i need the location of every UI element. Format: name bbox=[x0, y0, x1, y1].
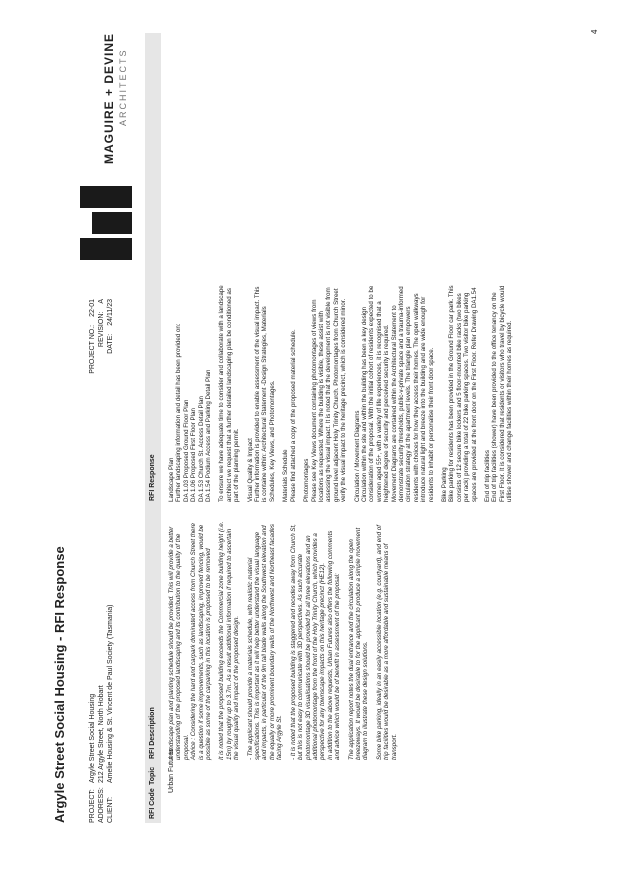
page-title: Argyle Street Social Housing - RFI Response bbox=[52, 546, 67, 823]
response-paragraph: Landscape Plan Further landscaping information and detail has been provided on: DA 1.03 Proposed Ground Floor Plan DA 1.06 Proposed First Floor Plan DA 1.53 Church St. Access Detail Plan DA 1.54 Podium Access and Parking Detail Plan bbox=[168, 323, 213, 502]
address-value: 212 Argyle Street, North Hobart bbox=[98, 685, 105, 783]
revision-row bbox=[97, 299, 106, 449]
client-row bbox=[106, 605, 115, 823]
response-paragraph: Materials Schedule Please find attached a copy of the proposed material schedule. bbox=[282, 329, 297, 502]
header-response: RFI Response bbox=[149, 454, 156, 501]
revision-value: A bbox=[98, 299, 105, 304]
address-label: ADDRESS: bbox=[98, 787, 105, 823]
project-details bbox=[88, 605, 115, 823]
company-logo bbox=[78, 24, 148, 264]
table-header bbox=[145, 33, 161, 823]
response-paragraph: To ensure we have adequate time to consider and collaborate with a landscape architect we request that a further detailed landscaping plan be conditioned as part of the planning permit. bbox=[218, 285, 241, 502]
topic-cell: Urban Futures bbox=[168, 748, 175, 793]
description-paragraph: It is noted that the proposed building exceeds the Commercial zone building height (i.e. 15m) by roughly up to 3.7m. As a result additional information if required to ascertain the visual quality and impact of the proposed design. bbox=[218, 521, 241, 760]
response-column bbox=[168, 284, 520, 502]
response-paragraph: Circulation / Movement Diagrams Circulation within the site and within the building has been a key design consideration of the proposal. With the initial cohort of residents expected to be women aged 55+, with a variety of life experiences, it is recognised that a heightened degree of security and perceived security is required. Movement Diagrams are contained within the Architectural Statement to demonstrate security thresholds, public-v-private space and a trauma-informed circulation strategy at the apartment levels. The triangle plan empowers residents with choices for how they access their homes. The open walkways introduce natural light and breeze into the building and are wide enough for residents to inhabit or personalise their front door space. bbox=[353, 285, 435, 502]
header-description: RFI Description bbox=[149, 707, 156, 759]
response-paragraph: End of trip facilities End of trip facilities (shower) have been provided to the office tenancy on the First Floor. It is considered that residents or visitors who travel by bicycle would utilise shower and change facilities within their homes as required. bbox=[484, 285, 514, 502]
project-value: Argyle Street Social Housing bbox=[89, 693, 96, 783]
response-paragraph: Photomontages Please see Key Views document containing photomontages of views from locations as requested. Where the building is visible, these assist with assessing the visual impact. It is noted that the development is not visible from ground level adjacent Holy Trinity Church. Photomontages from Church Street verify the visual impact to the heritage precinct, which is considered minor. bbox=[303, 287, 348, 502]
description-paragraph: - It is noted that the proposed building is staggered and recedes away from Church St, but this is not easy to communicate with 3D perspectives. As such accurate photomontage 3D visualisations should be provided for all three elevations and an additional photomontage from the front of the Holy Trinity Church, which provides a perspective for any townscape impacts on this heritage precinct (HE12). In addition to the above requests, Urban Futures also offers the following comments and advice which would be of benefit in assessment of the proposal: bbox=[289, 524, 342, 760]
logo-name: MAGUIRE + DEVINE bbox=[102, 32, 116, 164]
description-paragraph: Some bike parking, ideally in an easily accessible location (e.g. courtyard), and end of trip facilities would be desirable as a more affordable and sustainable means of transport. bbox=[375, 525, 398, 760]
revision-label: REVISION: bbox=[98, 311, 105, 348]
page-number: 4 bbox=[590, 29, 599, 34]
response-paragraph: Visual Quality & Impact Further information is provided to enable assessment of the visual impact. This is containe within: Architectural Statement -Design Strategies, Materials Schedules, Key Views, and Photomontages. bbox=[246, 286, 276, 502]
project-label: PROJECT: bbox=[89, 789, 96, 823]
description-paragraph: - The applicant should provide a materials schedule, with realistic material specifications. This is important as it will help better understand the visual language and impacts, in particular of the 9m tall blade walls along the Southwest elevation and the equally or more prominent boundary walls of the Northwest and Northeast facades facing Argyle St. bbox=[246, 524, 284, 760]
logo-mark-icon bbox=[78, 174, 136, 264]
project-meta bbox=[88, 299, 115, 449]
date-label: DATE: bbox=[107, 333, 114, 354]
client-value: Amelie Housing & St. Vincent de Paul Society (Tasmania) bbox=[107, 604, 114, 783]
date-value: 24/11/23 bbox=[107, 299, 114, 326]
project-no-row bbox=[88, 299, 97, 449]
project-row bbox=[88, 605, 97, 823]
client-label: CLIENT: bbox=[107, 796, 114, 823]
response-paragraph: Bike Parking Bike parking for residents has been provided in the Ground Floor car park. This consists of 12 secure bike lockers and 5 floor-mounted bike racks (two bikes per rack) providing a total of 22 bike parking spaces. Two visitor bike parking spaces are provided at the front door on the First Floor. Refer Drawing DA1.54 bbox=[441, 285, 478, 502]
header-rfi-code: RFI Code bbox=[149, 788, 156, 819]
address-row bbox=[97, 605, 106, 823]
description-paragraph: A landscape plan and planting schedule should be provided. This will provide a better understanding of the proposed landscaping and its contribution to the quality of the proposal. Advice : Considering the hard and carpark dominated access from Church Street there is a question if some improvements, such as landscaping, improved fencing, would be possible as some of the carparking in this location is proposed to be removed bbox=[168, 523, 213, 760]
project-no-value: 22-01 bbox=[89, 299, 96, 317]
description-column bbox=[168, 520, 404, 760]
project-no-label: PROJECT NO.: bbox=[89, 324, 96, 374]
logo-subtitle: ARCHITECTS bbox=[118, 48, 128, 126]
date-row bbox=[106, 299, 115, 449]
header-topic: Topic bbox=[149, 766, 156, 785]
description-paragraph: The application report notes the dual entrance and the circulation along the open breezeways. It would be desirable to for the applicant to produce a simple movement diagram to illustrate these design solutions. bbox=[347, 527, 370, 760]
